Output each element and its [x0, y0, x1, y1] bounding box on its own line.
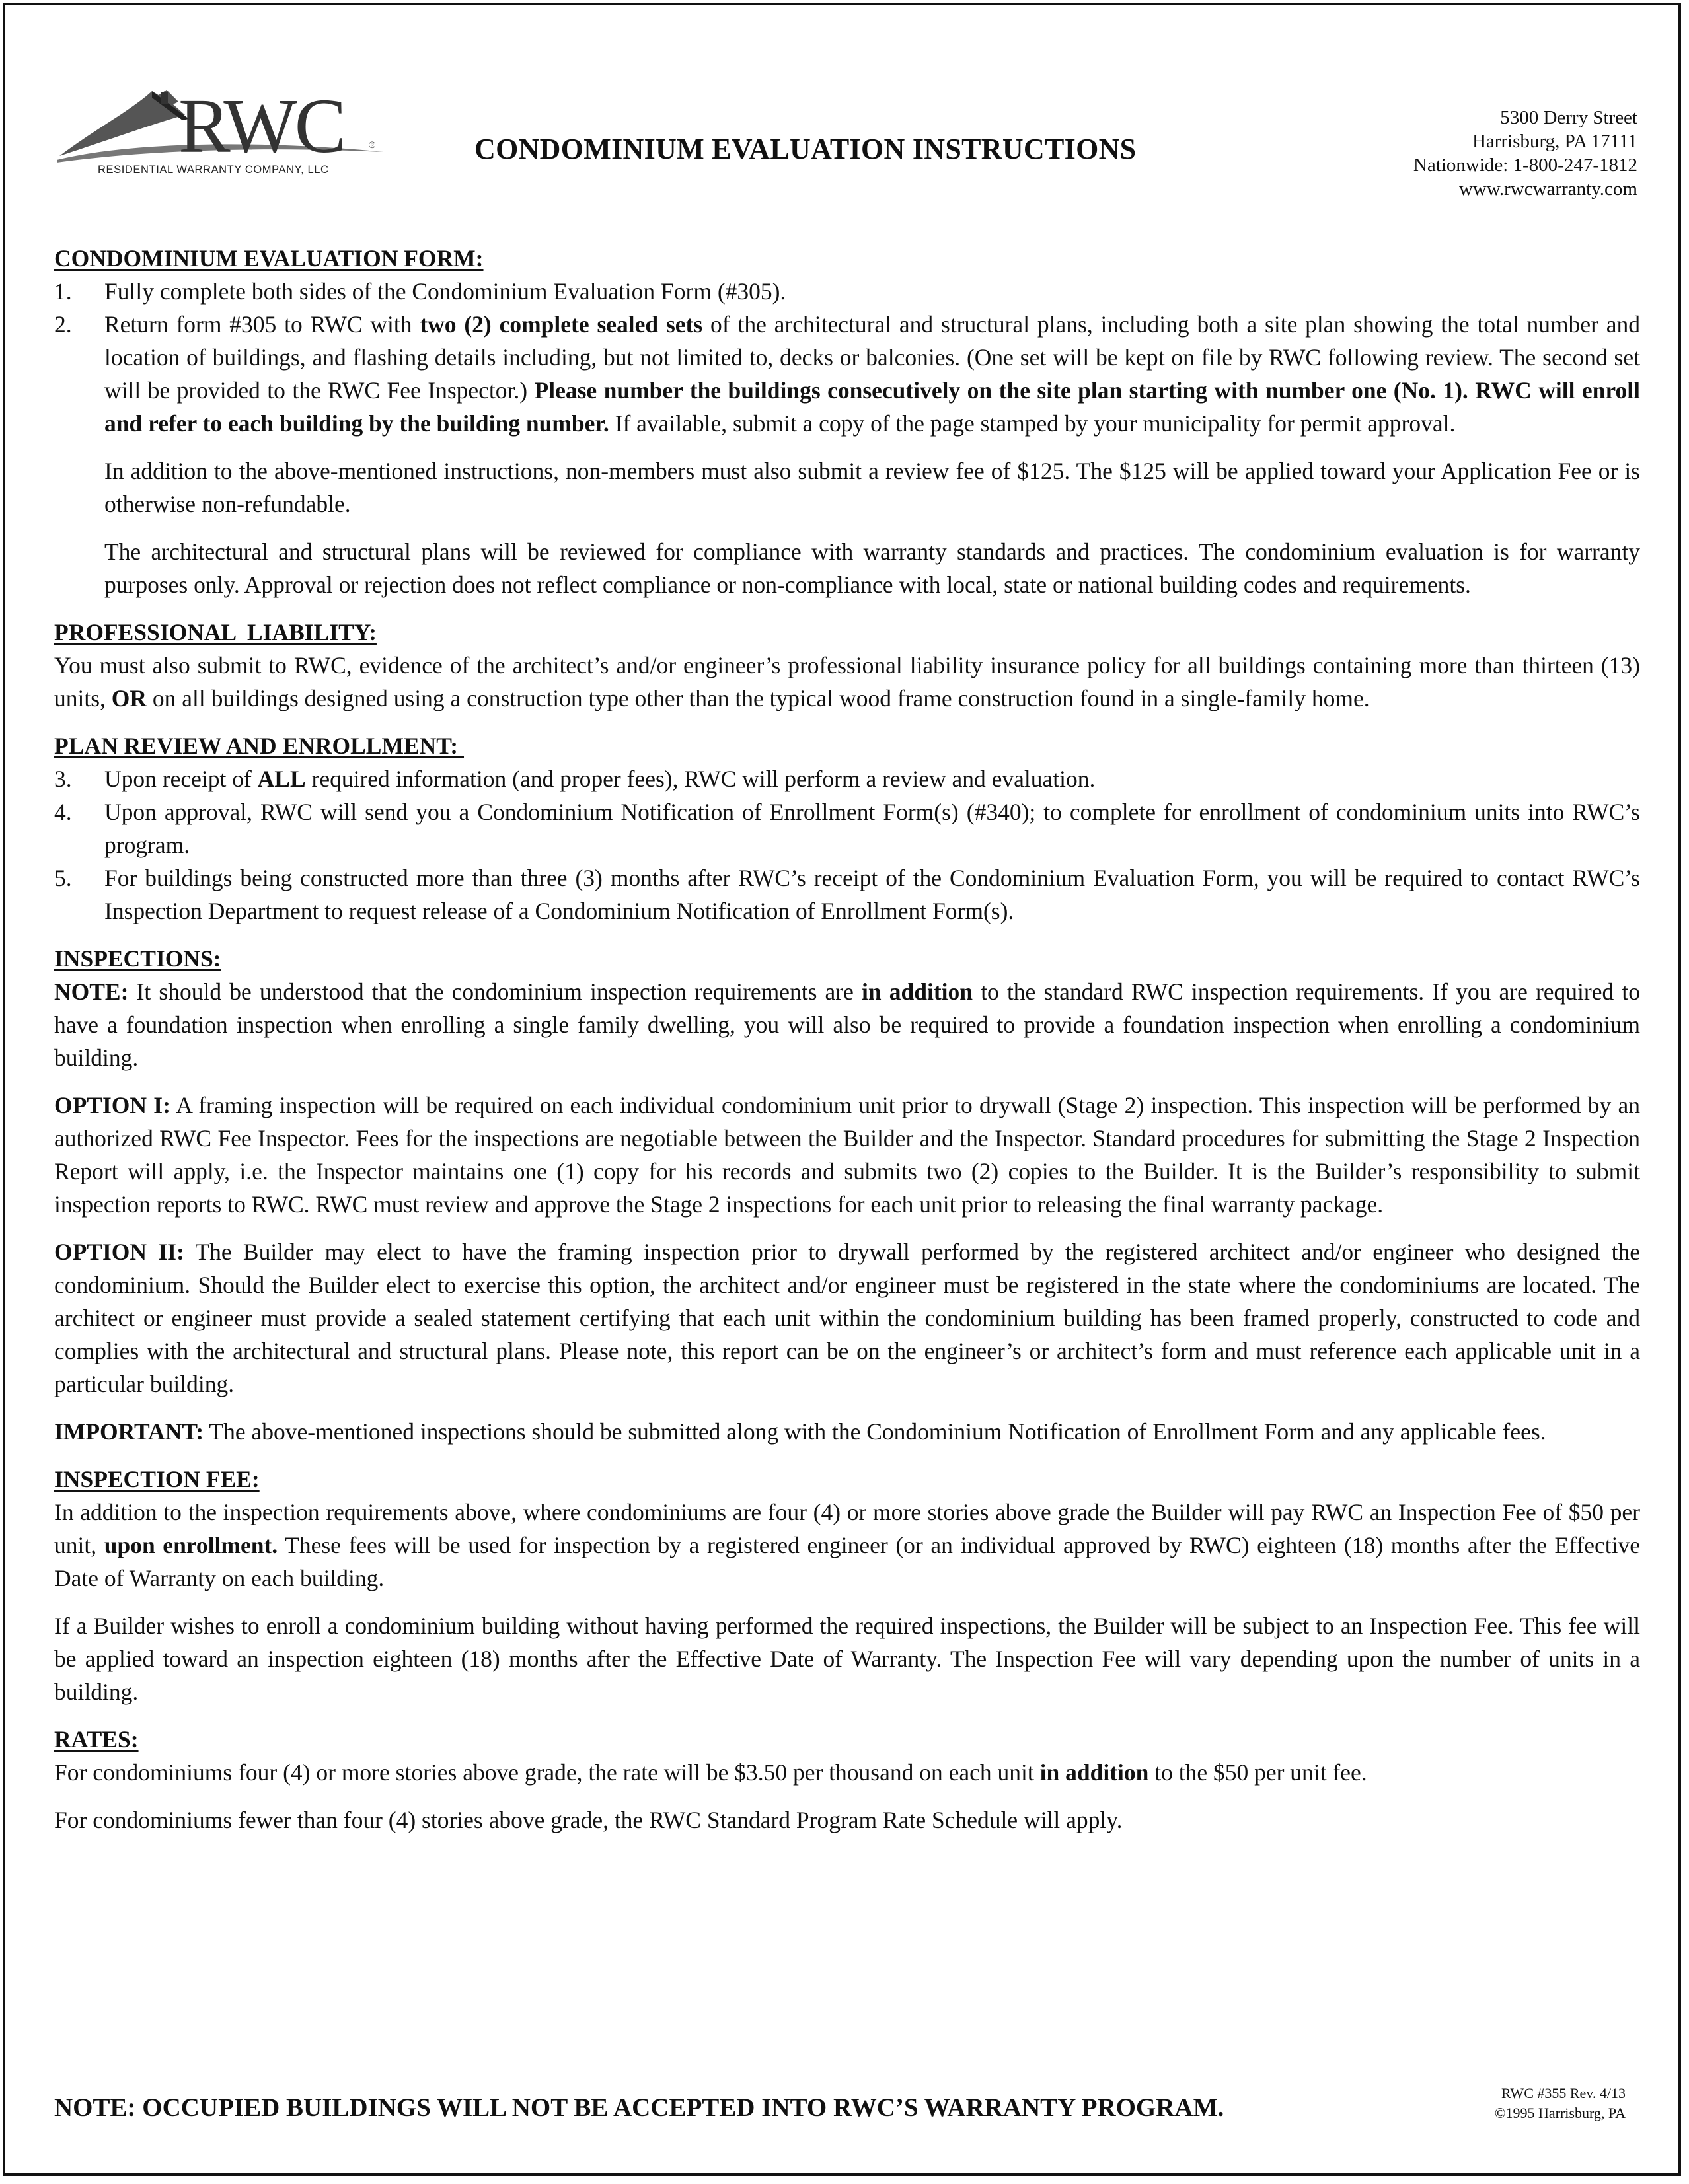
rates-paragraph-1: For condominiums four (4) or more stories above grade, the rate will be $3.50 per thousand on each unit in addition to the $50 per unit fee. — [54, 1759, 1367, 1786]
list-number: 2. — [54, 311, 72, 338]
section-heading-inspection-fee: INSPECTION FEE: — [54, 1466, 260, 1492]
address-city: Harrisburg, PA 17111 — [1472, 131, 1637, 152]
list-item-5 — [54, 861, 1640, 928]
address-phone: Nationwide: 1-800-247-1812 — [1413, 155, 1637, 176]
list-text: Upon receipt of ALL required information (and proper fees), RWC will perform a review and evaluation. — [104, 766, 1096, 792]
copyright: ©1995 Harrisburg, PA — [1494, 2105, 1626, 2121]
list-text: Fully complete both sides of the Condominium Evaluation Form (#305). — [104, 278, 786, 305]
company-address — [1413, 106, 1637, 201]
list-item-2 — [54, 308, 1640, 440]
form-revision-info — [1495, 2084, 1626, 2123]
option-1-paragraph: OPTION I: A framing inspection will be required on each individual condominium unit prior to drywall (Stage 2) inspection. This inspection will be performed by an authorized RWC Fee Inspector. Fees for the inspections are negotiable between the Builder and the Inspector. Standard procedures for submitting the Stage 2 Inspection Report will apply, i.e. the Inspector maintains one (1) copy for his records and submits two (2) copies to the Builder. It is the Builder’s responsibility to submit inspection reports to RWC. RWC must review and approve the Stage 2 inspections for each unit prior to releasing the final warranty package. — [54, 1092, 1640, 1218]
list-number: 4. — [54, 799, 72, 825]
list-text: Return form #305 to RWC with two (2) complete sealed sets of the architectural and structural plans, including both a site plan showing the total number and location of buildings, and flashing details including, but not limited to, decks or balconies. (One set will be kept on file by RWC following review. The second set will be provided to the RWC Fee Inspector.) Please number the buildings consecutively on the site plan starting with number one (No. 1). RWC will enroll and refer to each building by the building number. If available, submit a copy of the page stamped by your municipality for permit approval. — [104, 311, 1640, 437]
list-text: Upon approval, RWC will send you a Condominium Notification of Enrollment Form(s) (#340); to complete for enrollment of condominium units into RWC’s program. — [104, 799, 1640, 858]
plan-review-paragraph: The architectural and structural plans will be reviewed for compliance with warranty standards and practices. The condominium evaluation is for warranty purposes only. Approval or rejection does not reflect compliance or non-compliance with local, state or national building codes and requirements. — [104, 538, 1640, 598]
section-heading-professional-liability: PROFESSIONAL LIABILITY: — [54, 619, 377, 645]
list-number: 1. — [54, 278, 72, 305]
document-page — [3, 3, 1681, 2176]
address-website: www.rwcwarranty.com — [1458, 178, 1637, 200]
logo-text: RWC — [178, 83, 344, 169]
inspection-fee-paragraph-1: In addition to the inspection requirements above, where condominiums are four (4) or more stories above grade the Builder will pay RWC an Inspection Fee of $50 per unit, upon enrollment. These fees will be used for inspection by a registered engineer (or an individual approved by RWC) eighteen (18) months after the Effective Date of Warranty on each building. — [54, 1499, 1640, 1591]
svg-text:®: ® — [369, 139, 376, 150]
list-item-3 — [54, 762, 1640, 795]
option-2-paragraph: OPTION II: The Builder may elect to have the framing inspection prior to drywall performed by the registered architect and/or engineer who designed the condominium. Should the Builder elect to exercise this option, the architect and/or engineer must be registered in the state where the condominiums are located. The architect or engineer must provide a sealed statement certifying that each unit within the condominium building has been framed properly, constructed to code and complies with the architectural and structural plans. Please note, this report can be on the engineer’s or architect’s form and must reference each applicable unit in a particular building. — [54, 1239, 1640, 1397]
list-number: 3. — [54, 766, 72, 792]
rates-paragraph-2: For condominiums fewer than four (4) stories above grade, the RWC Standard Program Rate Schedule will apply. — [54, 1807, 1123, 1833]
professional-liability-paragraph: You must also submit to RWC, evidence of the architect’s and/or engineer’s professional liability insurance policy for all buildings containing more than thirteen (13) units, OR on all buildings designed using a construction type other than the typical wood frame construction found in a single-family home. — [54, 652, 1640, 711]
address-street: 5300 Derry Street — [1500, 107, 1637, 128]
section-heading-plan-review: PLAN REVIEW AND ENROLLMENT: — [54, 733, 465, 759]
section-heading-inspections: INSPECTIONS: — [54, 945, 221, 972]
list-item-4 — [54, 795, 1640, 861]
important-paragraph: IMPORTANT: The above-mentioned inspections should be submitted along with the Condominium Notification of Enrollment Form and any applicable fees. — [54, 1418, 1546, 1445]
document-body — [54, 242, 1640, 1837]
list-number: 5. — [54, 865, 72, 891]
list-item-1 — [54, 275, 1640, 308]
form-revision: RWC #355 Rev. 4/13 — [1501, 2085, 1626, 2101]
review-fee-paragraph: In addition to the above-mentioned instructions, non-members must also submit a review fee of $125. The $125 will be applied toward your Application Fee or is otherwise non-refundable. — [104, 458, 1640, 517]
page-title: CONDOMINIUM EVALUATION INSTRUCTIONS — [474, 133, 1137, 165]
occupied-buildings-note: NOTE: OCCUPIED BUILDINGS WILL NOT BE ACCEPTED INTO RWC’S WARRANTY PROGRAM. — [54, 2093, 1224, 2122]
inspection-fee-paragraph-2: If a Builder wishes to enroll a condominium building without having performed the required inspections, the Builder will be subject to an Inspection Fee. This fee will be applied toward an inspection eighteen (18) months after the Effective Date of Warranty. The Inspection Fee will vary depending upon the number of units in a building. — [54, 1613, 1640, 1705]
inspections-note-paragraph: NOTE: It should be understood that the condominium inspection requirements are in addition to the standard RWC inspection requirements. If you are required to have a foundation inspection when enrolling a single family dwelling, you will also be required to provide a foundation inspection when enrolling a condominium building. — [54, 978, 1640, 1071]
section-heading-rates: RATES: — [54, 1726, 139, 1753]
logo-subtitle: RESIDENTIAL WARRANTY COMPANY, LLC — [98, 164, 329, 176]
list-text: For buildings being constructed more than three (3) months after RWC’s receipt of the Condominium Evaluation Form, you will be required to contact RWC’s Inspection Department to request release of a Condominium Notification of Enrollment Form(s). — [104, 865, 1640, 924]
section-heading-evaluation-form: CONDOMINIUM EVALUATION FORM: — [54, 245, 484, 272]
